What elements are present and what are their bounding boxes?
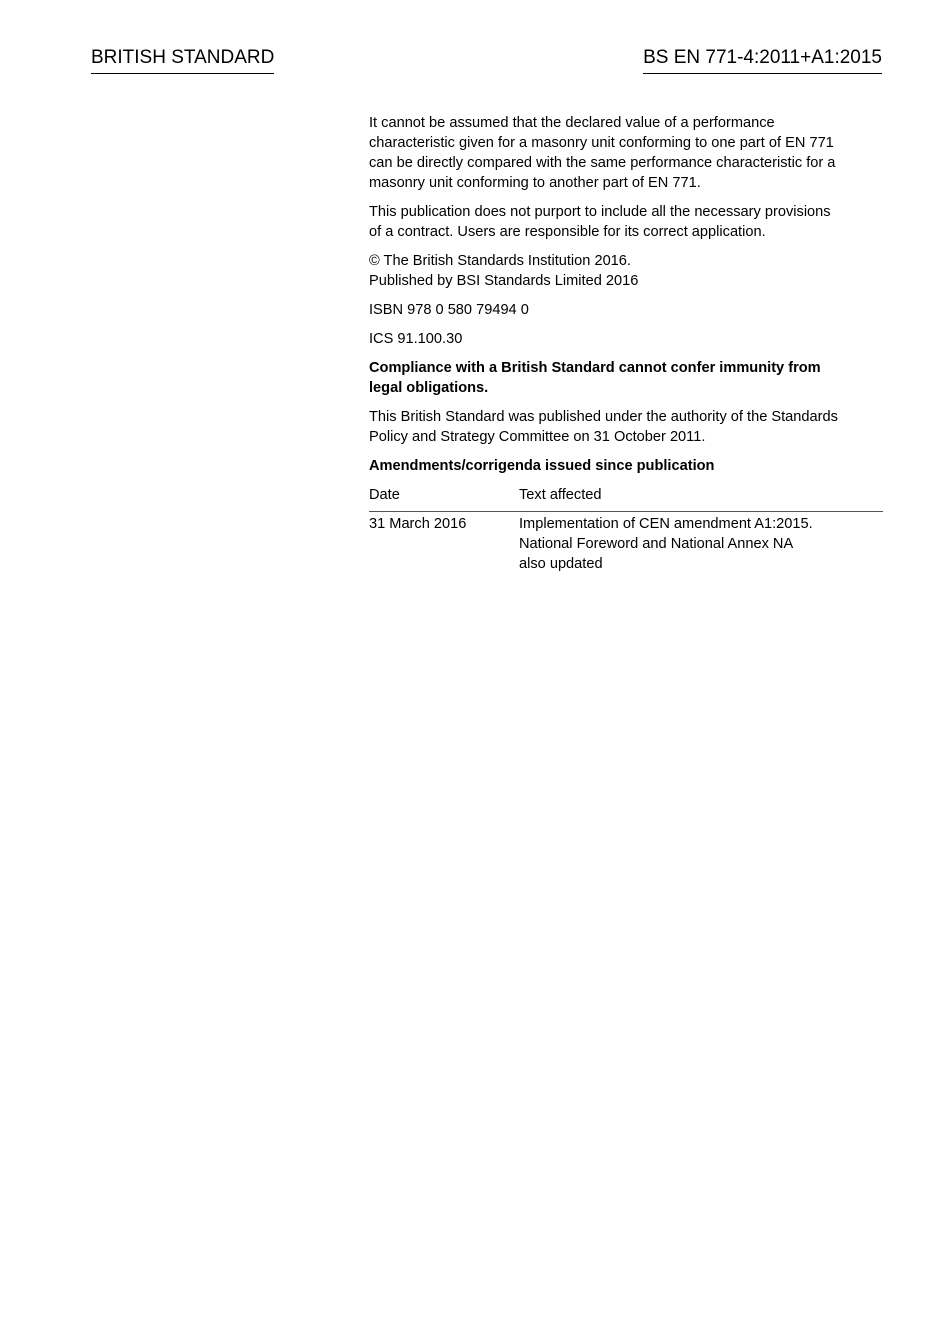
- main-content: [369, 113, 883, 574]
- column-header-date: Date: [369, 485, 519, 512]
- text-line: It cannot be assumed that the declared value of a performance: [369, 115, 775, 131]
- text-line: characteristic given for a masonry unit conforming to one part of EN 771: [369, 135, 834, 151]
- text-line: Implementation of CEN amendment A1:2015.: [519, 516, 813, 532]
- text-line: This British Standard was published under the authority of the Standards: [369, 409, 838, 425]
- text-line: Policy and Strategy Committee on 31 October 2011.: [369, 429, 706, 445]
- amendment-date: 31 March 2016: [369, 516, 467, 532]
- paragraph-copyright: [369, 251, 883, 291]
- paragraph-compliance: [369, 358, 883, 398]
- text-line: Compliance with a British Standard cannot confer immunity from: [369, 360, 821, 376]
- header-standard-label: BRITISH STANDARD: [91, 46, 274, 74]
- paragraph-authority: [369, 407, 883, 447]
- paragraph-isbn: ISBN 978 0 580 79494 0: [369, 302, 529, 318]
- text-line: Published by BSI Standards Limited 2016: [369, 273, 639, 289]
- text-line: National Foreword and National Annex NA: [519, 536, 794, 552]
- header-standard-number: BS EN 771-4:2011+A1:2015: [643, 46, 882, 74]
- paragraph-contract-provisions: [369, 202, 883, 242]
- text-line: also updated: [519, 556, 603, 572]
- text-line: can be directly compared with the same performance characteristic for a: [369, 155, 836, 171]
- column-header-text-affected: Text affected: [519, 485, 883, 512]
- text-line: of a contract. Users are responsible for its correct application.: [369, 224, 766, 240]
- paragraph-ics: ICS 91.100.30: [369, 331, 463, 347]
- amendments-table: [369, 485, 883, 574]
- text-line: masonry unit conforming to another part of EN 771.: [369, 175, 701, 191]
- paragraph-declared-value: [369, 113, 883, 193]
- table-row: [369, 512, 883, 575]
- table-header-row: [369, 485, 883, 512]
- amendments-heading: Amendments/corrigenda issued since publication: [369, 458, 715, 474]
- text-line: legal obligations.: [369, 380, 489, 396]
- amendment-text: [519, 512, 883, 575]
- text-line: This publication does not purport to include all the necessary provisions: [369, 204, 831, 220]
- text-line: © The British Standards Institution 2016.: [369, 253, 631, 269]
